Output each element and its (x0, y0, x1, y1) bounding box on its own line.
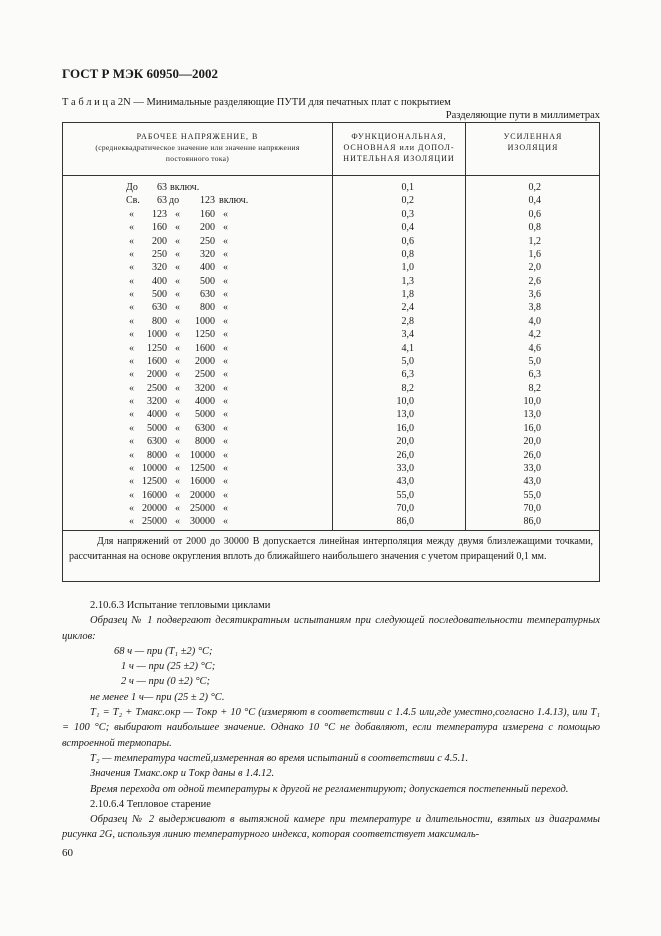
voltage-from: 123 (152, 208, 167, 220)
table-row (63, 408, 601, 421)
voltage-from: 1250 (147, 342, 167, 354)
voltage-suffix: « (223, 275, 228, 287)
functional-value: 26,0 (396, 449, 414, 461)
table-row (63, 382, 601, 395)
voltage-prefix: « (129, 396, 134, 407)
voltage-prefix: « (129, 235, 134, 247)
voltage-suffix: « (223, 396, 228, 407)
table-row (63, 475, 601, 488)
voltage-prefix: « (129, 516, 134, 528)
voltage-suffix: « (223, 476, 228, 488)
voltage-sep: « (175, 516, 180, 528)
col-header-voltage-title: РАБОЧЕЕ НАПРЯЖЕНИЕ, В (136, 132, 259, 141)
voltage-sep: « (175, 289, 180, 300)
voltage-to: 160 (200, 208, 215, 220)
voltage-from: 320 (152, 262, 167, 274)
voltage-sep: « (175, 503, 180, 514)
voltage-to: 200 (200, 222, 215, 234)
table-units: Разделяющие пути в миллиметрах (445, 110, 600, 121)
table-row (63, 342, 601, 355)
voltage-sep: « (175, 396, 180, 407)
reinforced-value: 0,2 (528, 182, 541, 193)
table-row (63, 435, 601, 448)
voltage-to: 12500 (190, 462, 215, 474)
voltage-to: 3200 (195, 382, 215, 394)
voltage-sep: « (175, 315, 180, 327)
voltage-prefix: « (129, 302, 134, 314)
voltage-sep: « (175, 248, 180, 260)
voltage-prefix: « (129, 248, 134, 260)
voltage-sep: « (175, 222, 180, 234)
voltage-prefix: « (129, 476, 134, 488)
voltage-suffix: « (223, 369, 228, 381)
voltage-to: 2500 (195, 369, 215, 381)
voltage-sep: « (175, 208, 180, 220)
voltage-suffix: « (223, 462, 228, 474)
voltage-from: 400 (152, 275, 167, 287)
functional-value: 0,4 (401, 222, 414, 234)
reinforced-value: 4,6 (528, 342, 541, 354)
formula-line: 2 ч — при (0 ±2) °С; (121, 676, 211, 688)
voltage-suffix: « (223, 409, 228, 421)
voltage-prefix: « (129, 262, 134, 274)
voltage-suffix: « (223, 342, 228, 354)
voltage-to: 30000 (190, 516, 215, 528)
voltage-to: 4000 (195, 396, 215, 407)
voltage-from: 63 (157, 195, 167, 207)
voltage-suffix: « (223, 516, 228, 528)
voltage-suffix: « (223, 289, 228, 300)
voltage-suffix: « (223, 248, 228, 260)
table-row (63, 194, 601, 207)
voltage-sep: « (175, 489, 180, 501)
reinforced-value: 4,2 (528, 329, 541, 341)
voltage-sep: « (175, 369, 180, 381)
voltage-prefix: « (129, 355, 134, 367)
voltage-sep: « (175, 476, 180, 488)
functional-value: 1,3 (401, 275, 414, 287)
table-row (63, 315, 601, 328)
voltage-prefix: « (129, 409, 134, 421)
voltage-sep: « (175, 302, 180, 314)
functional-value: 0,8 (401, 248, 414, 260)
reinforced-value: 86,0 (523, 516, 541, 528)
functional-value: 10,0 (396, 396, 414, 407)
paragraph: T₂ — температура частей,измеренная во время испытаний в соответствии с 4.5.1. (90, 752, 469, 764)
page-header: ГОСТ Р МЭК 60950—2002 (62, 66, 218, 81)
voltage-suffix: « (223, 382, 228, 394)
voltage-from: 16000 (142, 489, 167, 501)
functional-value: 0,6 (401, 235, 414, 247)
voltage-prefix: « (129, 449, 134, 461)
voltage-to: 25000 (190, 503, 215, 514)
reinforced-value: 1,6 (528, 248, 541, 260)
reinforced-value: 6,3 (528, 369, 541, 381)
table-note: Для напряжений от 2000 до 30000 В допускается линейная интерполяция между двумя близлежащими точками, рассчитанная на основе округления вплоть до ближайшего наибольшего значения с учетом приращений 0,1 мм. (69, 536, 593, 562)
voltage-prefix: « (129, 503, 134, 514)
functional-value: 86,0 (396, 516, 414, 528)
voltage-suffix: « (223, 315, 228, 327)
col-header-reinforced: УСИЛЕННАЯ ИЗОЛЯЦИЯ (503, 132, 563, 152)
reinforced-value: 8,2 (528, 382, 541, 394)
voltage-sep: « (175, 262, 180, 274)
voltage-to: 20000 (190, 489, 215, 501)
voltage-from: 5000 (147, 422, 167, 434)
functional-value: 3,4 (401, 329, 414, 341)
paragraph: Образец № 2 выдерживают в вытяжной камере при температуре и длительности, взятых из диаграммы рисунка 2G, используя линию температурного индекса, которая соответствует максималь- (62, 814, 600, 841)
voltage-suffix: « (223, 355, 228, 367)
voltage-suffix: включ. (170, 182, 200, 193)
voltage-suffix: включ. (219, 195, 249, 207)
voltage-to: 16000 (190, 476, 215, 488)
voltage-from: 20000 (142, 503, 167, 514)
reinforced-value: 33,0 (523, 462, 541, 474)
voltage-from: 500 (152, 289, 167, 300)
voltage-from: 6300 (147, 436, 167, 448)
voltage-suffix: « (223, 222, 228, 234)
functional-value: 1,8 (401, 289, 414, 300)
voltage-suffix: « (223, 208, 228, 220)
voltage-to: 800 (200, 302, 215, 314)
col-header-voltage-sub: (среднеквадратическое значение или значение напряжения постоянного тока) (95, 143, 300, 163)
reinforced-value: 13,0 (523, 409, 541, 421)
voltage-from: 4000 (147, 409, 167, 421)
voltage-sep: до (169, 195, 180, 207)
reinforced-value: 20,0 (523, 436, 541, 448)
col-header-functional: ФУНКЦИОНАЛЬНАЯ, ОСНОВНАЯ или ДОПОЛ- НИТЕЛЬНАЯ ИЗОЛЯЦИИ (343, 132, 455, 163)
voltage-to: 1600 (195, 342, 215, 354)
voltage-prefix: До (126, 182, 138, 193)
table-row (63, 235, 601, 248)
table-row (63, 261, 601, 274)
formula-line: 1 ч — при (25 ±2) °С; (121, 661, 216, 673)
voltage-suffix: « (223, 235, 228, 247)
table-row (63, 502, 601, 515)
voltage-from: 630 (152, 302, 167, 314)
functional-value: 70,0 (396, 503, 414, 514)
functional-value: 1,0 (401, 262, 414, 274)
functional-value: 20,0 (396, 436, 414, 448)
paragraph: Образец № 1 подвергают десятикратным испытаниям при следующей последовательности температурных циклов: (62, 615, 600, 642)
functional-value: 2,4 (401, 302, 414, 314)
voltage-to: 250 (200, 235, 215, 247)
voltage-to: 10000 (190, 449, 215, 461)
voltage-suffix: « (223, 489, 228, 501)
reinforced-value: 3,8 (528, 302, 541, 314)
voltage-prefix: « (129, 315, 134, 327)
reinforced-value: 4,0 (528, 315, 541, 327)
voltage-prefix: « (129, 208, 134, 220)
reinforced-value: 2,6 (528, 275, 541, 287)
voltage-from: 2500 (147, 382, 167, 394)
reinforced-value: 26,0 (523, 449, 541, 461)
voltage-from: 12500 (142, 476, 167, 488)
reinforced-value: 55,0 (523, 489, 541, 501)
voltage-sep: « (175, 382, 180, 394)
reinforced-value: 0,4 (528, 195, 541, 207)
formula-line: не менее 1 ч— при (25 ± 2) °С. (90, 691, 225, 703)
table-row (63, 355, 601, 368)
table-row (63, 462, 601, 475)
voltage-from: 200 (152, 235, 167, 247)
voltage-prefix: « (129, 222, 134, 234)
functional-value: 13,0 (396, 409, 414, 421)
voltage-from: 25000 (142, 516, 167, 528)
reinforced-value: 5,0 (528, 355, 541, 367)
reinforced-value: 16,0 (523, 422, 541, 434)
table-row (63, 368, 601, 381)
voltage-sep: « (175, 235, 180, 247)
voltage-to: 123 (200, 195, 215, 207)
functional-value: 4,1 (401, 342, 414, 354)
table-caption: Т а б л и ц а 2N — Минимальные разделяющие ПУТИ для печатных плат с покрытием (62, 97, 451, 108)
voltage-to: 1250 (195, 329, 215, 341)
paragraph: T₁ = T₂ + Tмакс.окр — Tокр + 10 °С (измеряют в соответствии с 1.4.5 или,где уместно,согласно 1.4.13), или T₁ = 100 °С; выбирают наибольшее значение. Однако 10 °С не добавляют, если температура измерена с помощью встроенной термопары. (62, 707, 600, 749)
voltage-from: 2000 (147, 369, 167, 381)
voltage-to: 320 (200, 248, 215, 260)
voltage-prefix: « (129, 289, 134, 300)
voltage-sep: « (175, 449, 180, 461)
voltage-prefix: « (129, 462, 134, 474)
functional-value: 6,3 (401, 369, 414, 381)
voltage-from: 1600 (147, 355, 167, 367)
header-rule (63, 175, 599, 176)
voltage-sep: « (175, 275, 180, 287)
voltage-prefix: « (129, 382, 134, 394)
reinforced-value: 1,2 (528, 235, 541, 247)
voltage-from: 3200 (147, 396, 167, 407)
reinforced-value: 2,0 (528, 262, 541, 274)
voltage-prefix: « (129, 275, 134, 287)
functional-value: 2,8 (401, 315, 414, 327)
reinforced-value: 0,8 (528, 222, 541, 234)
page-number: 60 (62, 847, 73, 859)
reinforced-value: 0,6 (528, 208, 541, 220)
voltage-from: 250 (152, 248, 167, 260)
functional-value: 5,0 (401, 355, 414, 367)
table-body (63, 181, 601, 529)
voltage-prefix: Св. (126, 195, 140, 207)
voltage-to: 6300 (195, 422, 215, 434)
voltage-sep: « (175, 409, 180, 421)
voltage-from: 1000 (147, 329, 167, 341)
voltage-to: 630 (200, 289, 215, 300)
voltage-prefix: « (129, 489, 134, 501)
voltage-sep: « (175, 436, 180, 448)
table-row (63, 221, 601, 234)
table-row (63, 275, 601, 288)
voltage-suffix: « (223, 262, 228, 274)
table-row (63, 181, 601, 194)
voltage-from: 8000 (147, 449, 167, 461)
voltage-from: 63 (157, 182, 167, 193)
voltage-sep: « (175, 329, 180, 341)
formula-line: 68 ч — при (T₁ ±2) °С; (114, 645, 213, 657)
table-row (63, 422, 601, 435)
body-text (62, 598, 600, 843)
table-row (63, 449, 601, 462)
functional-value: 0,3 (401, 208, 414, 220)
voltage-suffix: « (223, 449, 228, 461)
paragraph: Время перехода от одной температуры к другой не регламентируют; допускается постепенный переход. (90, 783, 569, 795)
voltage-suffix: « (223, 302, 228, 314)
functional-value: 0,2 (401, 195, 414, 207)
functional-value: 33,0 (396, 462, 414, 474)
col-header-voltage (63, 131, 332, 164)
voltage-to: 2000 (195, 355, 215, 367)
paragraph: Значения Tмакс.окр и Tокр даны в 1.4.12. (90, 768, 275, 780)
table-row (63, 328, 601, 341)
table-row (63, 288, 601, 301)
table-row (63, 248, 601, 261)
functional-value: 55,0 (396, 489, 414, 501)
voltage-prefix: « (129, 422, 134, 434)
voltage-sep: « (175, 342, 180, 354)
voltage-to: 5000 (195, 409, 215, 421)
clearance-table (62, 122, 600, 582)
voltage-suffix: « (223, 422, 228, 434)
reinforced-value: 43,0 (523, 476, 541, 488)
voltage-to: 1000 (195, 315, 215, 327)
voltage-from: 10000 (142, 462, 167, 474)
table-row (63, 301, 601, 314)
note-rule (63, 530, 599, 531)
voltage-sep: « (175, 422, 180, 434)
voltage-to: 500 (200, 275, 215, 287)
voltage-from: 800 (152, 315, 167, 327)
voltage-sep: « (175, 462, 180, 474)
functional-value: 43,0 (396, 476, 414, 488)
voltage-suffix: « (223, 436, 228, 448)
table-row (63, 395, 601, 408)
voltage-prefix: « (129, 342, 134, 354)
voltage-suffix: « (223, 329, 228, 341)
voltage-to: 8000 (195, 436, 215, 448)
voltage-prefix: « (129, 436, 134, 448)
voltage-to: 400 (200, 262, 215, 274)
voltage-prefix: « (129, 329, 134, 341)
voltage-sep: « (175, 355, 180, 367)
voltage-prefix: « (129, 369, 134, 381)
reinforced-value: 70,0 (523, 503, 541, 514)
functional-value: 8,2 (401, 382, 414, 394)
table-row (63, 489, 601, 502)
voltage-suffix: « (223, 503, 228, 514)
voltage-from: 160 (152, 222, 167, 234)
section-heading: 2.10.6.4 Тепловое старение (90, 798, 211, 810)
reinforced-value: 10,0 (523, 396, 541, 407)
functional-value: 0,1 (401, 182, 414, 193)
functional-value: 16,0 (396, 422, 414, 434)
table-row (63, 208, 601, 221)
table-row (63, 515, 601, 528)
reinforced-value: 3,6 (528, 289, 541, 300)
section-heading: 2.10.6.3 Испытание тепловыми циклами (90, 600, 271, 611)
